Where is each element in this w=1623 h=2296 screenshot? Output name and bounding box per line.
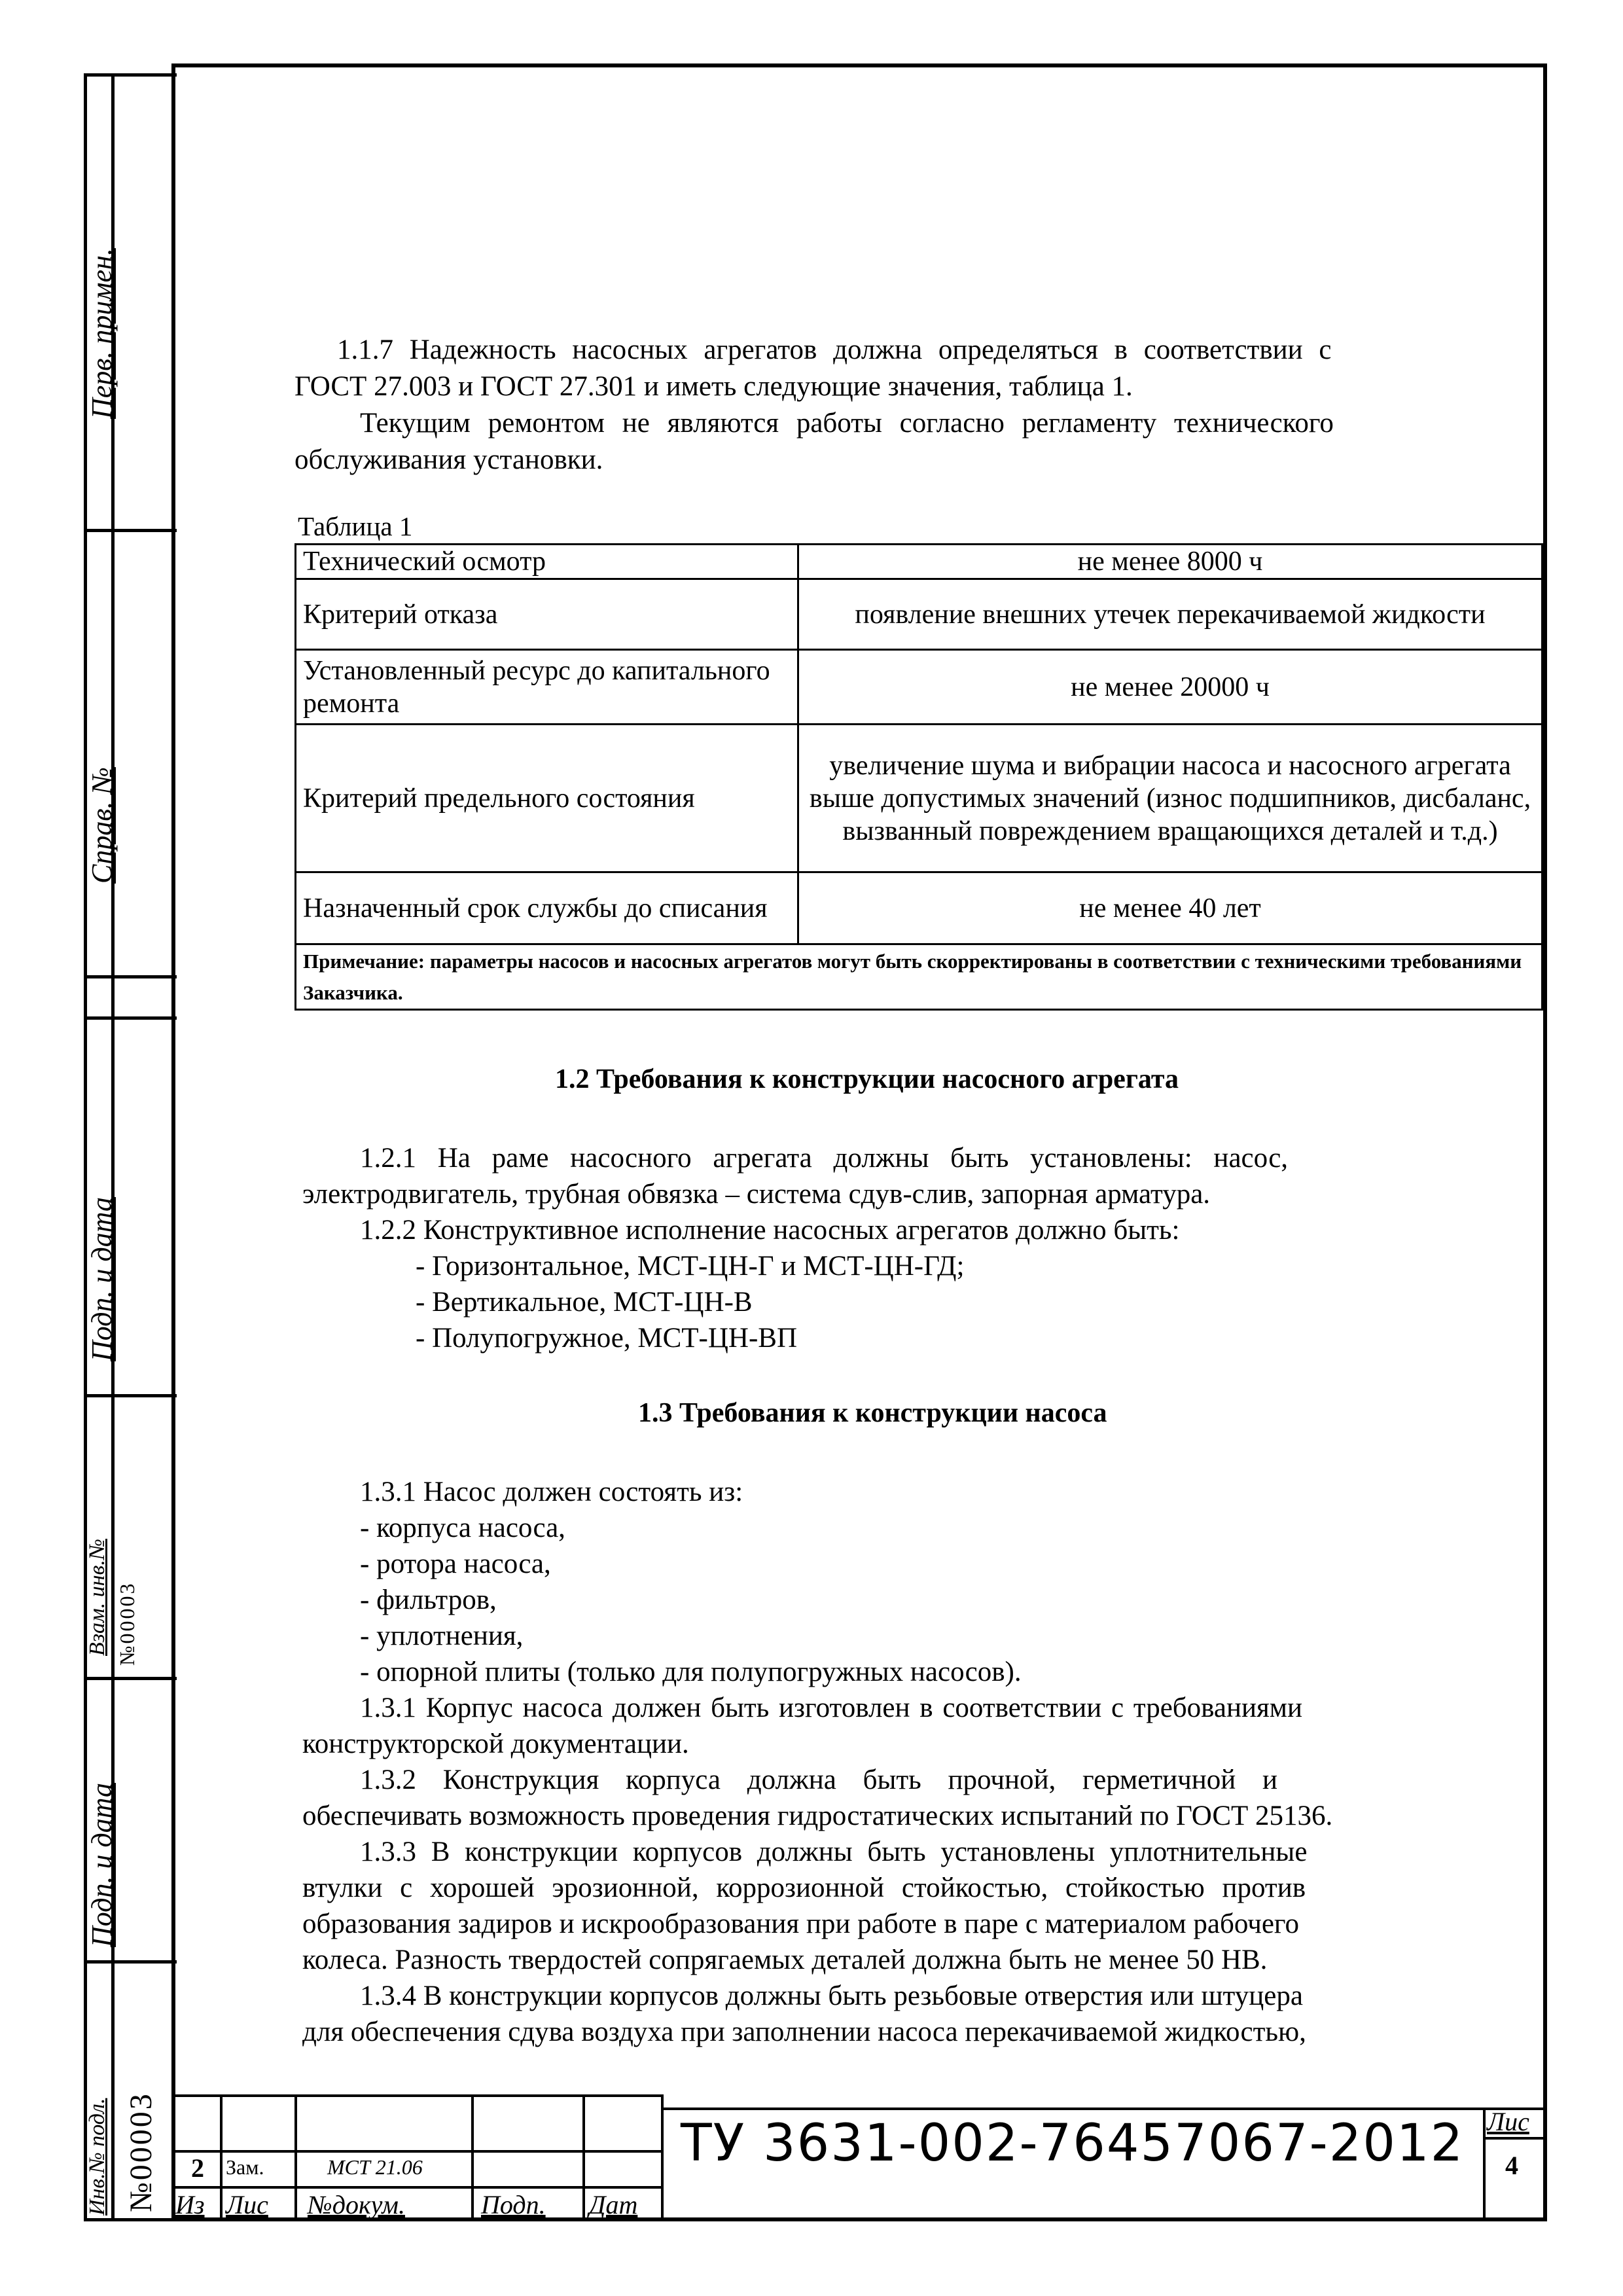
stamp-col [661,2094,664,2221]
label-sprav-no: Справ. № [86,767,118,884]
label-vzam-inv: Взам. инв.№ [85,1539,109,1656]
para-133-line4: колеса. Разность твердостей сопрягаемых деталей должна быть не менее 50 НВ. [302,1945,1268,1975]
list-item: - корпуса насоса, [360,1513,565,1543]
value-inv-podl: №00003 [124,2092,158,2212]
table-note: Примечание: параметры насосов и насосных агрегатов могут быть скорректированы в соответствии с техническими требованиями Заказчика. [296,944,1543,1010]
table-cell-param: Критерий отказа [296,579,798,650]
table-row [296,944,1543,1010]
sheet-label: Лис [1487,2107,1529,2136]
stamp-line [173,2150,662,2153]
stamp-line [1484,2137,1547,2140]
para-131: 1.3.1 Насос должен состоять из: [360,1477,743,1507]
table-cell-value: не менее 20000 ч [798,650,1543,725]
value-vzam-inv: №00003 [115,1581,139,1666]
table-cell-value: не менее 40 лет [798,872,1543,944]
stamp-line [173,2186,662,2189]
document-number: ТУ 3631-002-76457067-2012 [681,2114,1465,2173]
rev-zam: Зам. [226,2155,264,2179]
para-117-line1: 1.1.7 Надежность насосных агрегатов должна определяться в соответствии с [337,334,1332,365]
table-row [296,872,1543,944]
side-strip-line [84,529,177,532]
stamp-col [220,2094,223,2221]
table-row [296,579,1543,650]
para-134-line1: 1.3.4 В конструкции корпусов должны быть резьбовые отверстия или штуцера [360,1981,1303,2011]
hdr-podp: Подп. [481,2190,546,2219]
para-121-line1: 1.2.1 На раме насосного агрегата должны быть установлены: насос, [360,1143,1289,1174]
table-row [296,545,1543,579]
label-perv-primen: Перв. примен. [86,248,118,419]
table-cell-value: не менее 8000 ч [798,545,1543,579]
table-cell-param: Технический осмотр [296,545,798,579]
label-podp-data-2: Подп. и дата [86,1782,118,1947]
stamp-col [1483,2108,1486,2221]
section-13-heading: 1.3 Требования к конструкции насоса [638,1398,1107,1428]
rev-doc: МСТ 21.06 [327,2155,423,2179]
para-132-line1: 1.3.2 Конструкция корпуса должна быть прочной, герметичной и [360,1765,1278,1795]
para-121-line2: электродвигатель, трубная обвязка – система сдув-слив, запорная арматура. [302,1179,1211,1210]
label-podp-data: Подп. и дата [86,1196,118,1361]
sheet-number: 4 [1505,2151,1518,2180]
list-item: - опорной плиты (только для полупогружных насосов). [360,1657,1022,1687]
list-item: - уплотнения, [360,1621,524,1651]
list-item: - Полупогружное, МСТ-ЦН-ВП [416,1323,798,1354]
para-134-line2: для обеспечения сдува воздуха при заполнении насоса перекачиваемой жидкостью, [302,2017,1306,2047]
side-strip-line [84,975,177,978]
table-caption: Таблица 1 [298,511,413,541]
para-117-line4: обслуживания установки. [294,444,603,475]
stamp-line [662,2108,1547,2110]
side-strip-line [84,1394,177,1397]
side-strip-line [84,1960,177,1964]
list-item: - фильтров, [360,1585,497,1615]
rev-number: 2 [191,2153,204,2183]
para-133-line2: втулки с хорошей эрозионной, коррозионной стойкостью, стойкостью против [302,1873,1306,1903]
hdr-doc: №докум. [308,2190,405,2219]
reliability-table [294,543,1543,1011]
list-item: - Горизонтальное, МСТ-ЦН-Г и МСТ-ЦН-ГД; [416,1251,965,1282]
hdr-dat: Дат [589,2190,638,2219]
list-item: - ротора насоса, [360,1549,551,1579]
table-row [296,725,1543,872]
para-132-line2: обеспечивать возможность проведения гидростатических испытаний по ГОСТ 25136. [302,1801,1333,1831]
side-strip-line [84,1677,177,1680]
para-133-line3: образования задиров и искрообразования при работе в паре с материалом рабочего [302,1909,1299,1939]
hdr-lis: Лис [226,2190,268,2219]
stamp-col [294,2094,297,2221]
section-12-heading: 1.2 Требования к конструкции насосного агрегата [555,1064,1179,1094]
list-item: - Вертикальное, МСТ-ЦН-В [416,1287,753,1318]
para-133-line1: 1.3.3 В конструкции корпусов должны быть установлены уплотнительные [360,1837,1308,1867]
stamp-line [173,2094,662,2097]
table-cell-value: появление внешних утечек перекачиваемой жидкости [798,579,1543,650]
hdr-iz: Из [175,2190,205,2219]
table-cell-param: Установленный ресурс до капитального ремонта [296,650,798,725]
table-cell-param: Критерий предельного состояния [296,725,798,872]
table-cell-param: Назначенный срок службы до списания [296,872,798,944]
stamp-col [471,2094,474,2221]
table-cell-value: увеличение шума и вибрации насоса и насосного агрегата выше допустимых значений (износ подшипников, дисбаланс, вызванный повреждением вращающихся деталей и т.д.) [798,725,1543,872]
label-inv-podl: Инв.№ подл. [85,2098,109,2215]
para-117-line2: ГОСТ 27.003 и ГОСТ 27.301 и иметь следующие значения, таблица 1. [294,371,1133,402]
para-117-line3: Текущим ремонтом не являются работы согласно регламенту технического [360,408,1334,439]
para-1311-line1: 1.3.1 Корпус насоса должен быть изготовлен в соответствии с требованиями [360,1693,1303,1723]
table-row [296,650,1543,725]
side-strip-line [84,1016,177,1020]
stamp-col [582,2094,585,2221]
para-122: 1.2.2 Конструктивное исполнение насосных агрегатов должно быть: [360,1215,1180,1246]
para-1311-line2: конструкторской документации. [302,1729,689,1759]
